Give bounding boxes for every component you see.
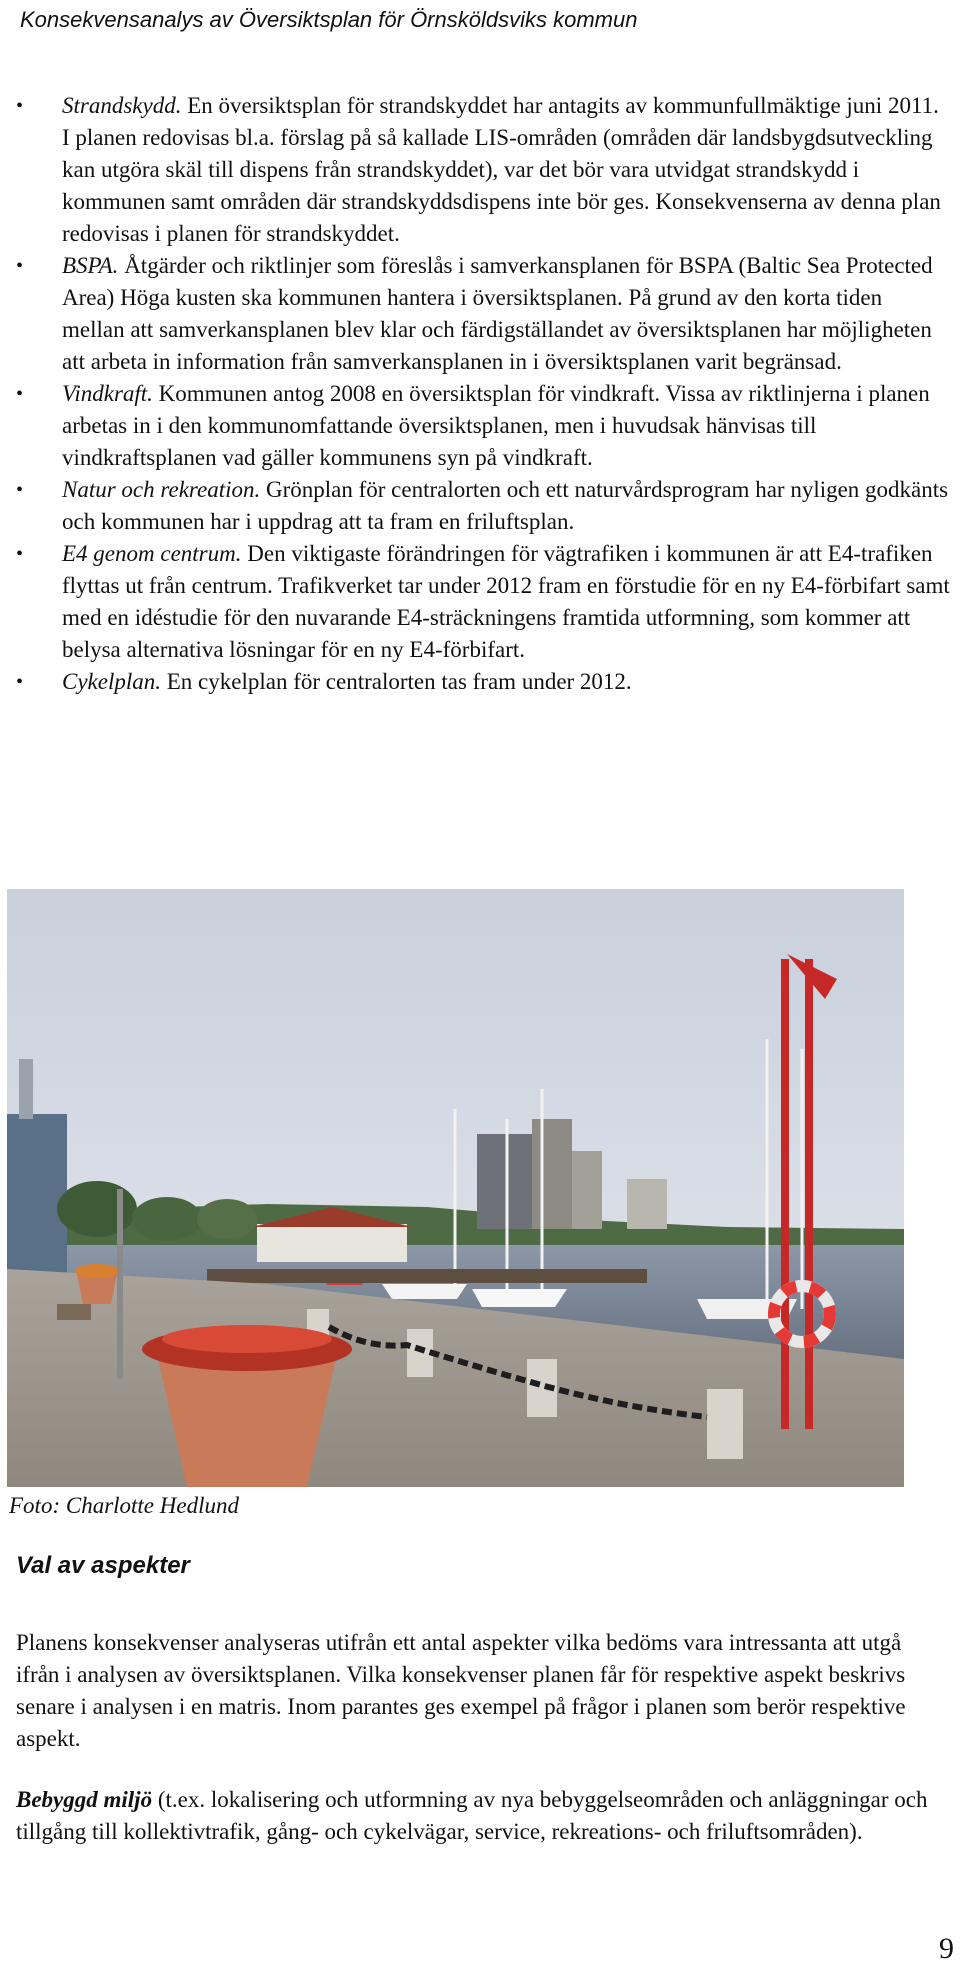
item-text: En cykelplan för centralorten tas fram under 2012. [161,669,632,694]
bench [57,1304,91,1320]
photo-caption: Foto: Charlotte Hedlund [9,1493,239,1518]
paragraph [16,1784,946,1848]
pier [207,1269,647,1283]
bullet-icon: • [16,255,24,277]
item-lead: Cykelplan. [62,669,161,694]
harbour-photo [7,889,904,1487]
item-text: Grönplan för centralorten och ett naturvårdsprogram har nyligen godkänts och kommunen har i uppdrag att ta fram en friluftsplan. [62,477,949,534]
paragraph: Planens konsekvenser analyseras utifrån ett antal aspekter vilka bedöms vara intressanta att utgå ifrån i analysen av översiktsplanen. Vilka konsekvenser planen får för respektive aspekt beskrivs senare i analysen i en matris. Inom parantes ges exempel på frågor i planen som berör respektive aspekt. [16,1630,906,1751]
page-number: 9 [939,1932,954,1965]
bullet-icon: • [16,671,24,693]
list-item [0,666,960,698]
bullet-icon: • [16,383,24,405]
list-item [0,250,960,378]
item-lead: BSPA. [62,253,119,278]
section-heading: Val av aspekter [16,1552,190,1579]
item-text: En översiktsplan för strandskyddet har antagits av kommunfullmäktige juni 2011. I planen redovisas bl.a. förslag på så kallade LIS-områden (områden där landsbygdsutveckling kan utgöra skäl till dispens från strandskyddet), var det bör vara utvidgat strandskydd i kommunen samt områden där strandskyddsdispens inte bör ges. Konsekvenserna av denna plan redovisas i planen för strandskyddet. [62,93,941,246]
bullet-icon: • [16,543,24,565]
paragraph-lead: Bebyggd miljö [16,1787,153,1812]
item-lead: Vindkraft. [62,381,153,406]
bullet-list [0,90,960,698]
harbour-illustration [7,889,904,1487]
list-item [0,378,960,474]
list-item [0,538,960,666]
item-lead: Natur och rekreation. [62,477,261,502]
lamp-post [117,1189,123,1379]
list-item [0,474,960,538]
item-text: Åtgärder och riktlinjer som föreslås i samverkansplanen för BSPA (Baltic Sea Protected Area) Höga kusten ska kommunen hantera i översiktsplanen. På grund av den korta tiden mellan att samverkansplanen blev klar och färdigställandet av översiktsplanen har möjligheten att arbeta in information från samverkansplanen in i översiktsplanen varit begränsad. [62,253,933,374]
item-text: Kommunen antog 2008 en översiktsplan för vindkraft. Vissa av riktlinjerna i planen arbetas in i den kommunomfattande översiktsplanen, men i huvudsak hänvisas till vindkraftsplanen vad gäller kommunens syn på vindkraft. [62,381,930,470]
bullet-icon: • [16,95,24,117]
item-lead: E4 genom centrum. [62,541,242,566]
paragraph-text: (t.ex. lokalisering och utformning av nya bebyggelseområden och anläggningar och tillgång till kollektivtrafik, gång- och cykelvägar, service, rekreations- och friluftsområden). [16,1787,928,1844]
item-lead: Strandskydd. [62,93,182,118]
list-item [0,90,960,250]
item-text: Den viktigaste förändringen för vägtrafiken i kommunen är att E4-trafiken flyttas ut från centrum. Trafikverket tar under 2012 fram en förstudie för en ny E4-förbifart samt med en idéstudie för den nuvarande E4-sträckningens framtida utformning, som kommer att belysa alternativa lösningar för en ny E4-förbifart. [62,541,950,662]
running-header: Konsekvensanalys av Översiktsplan för Örnsköldsviks kommun [20,7,638,32]
bullet-icon: • [16,479,24,501]
